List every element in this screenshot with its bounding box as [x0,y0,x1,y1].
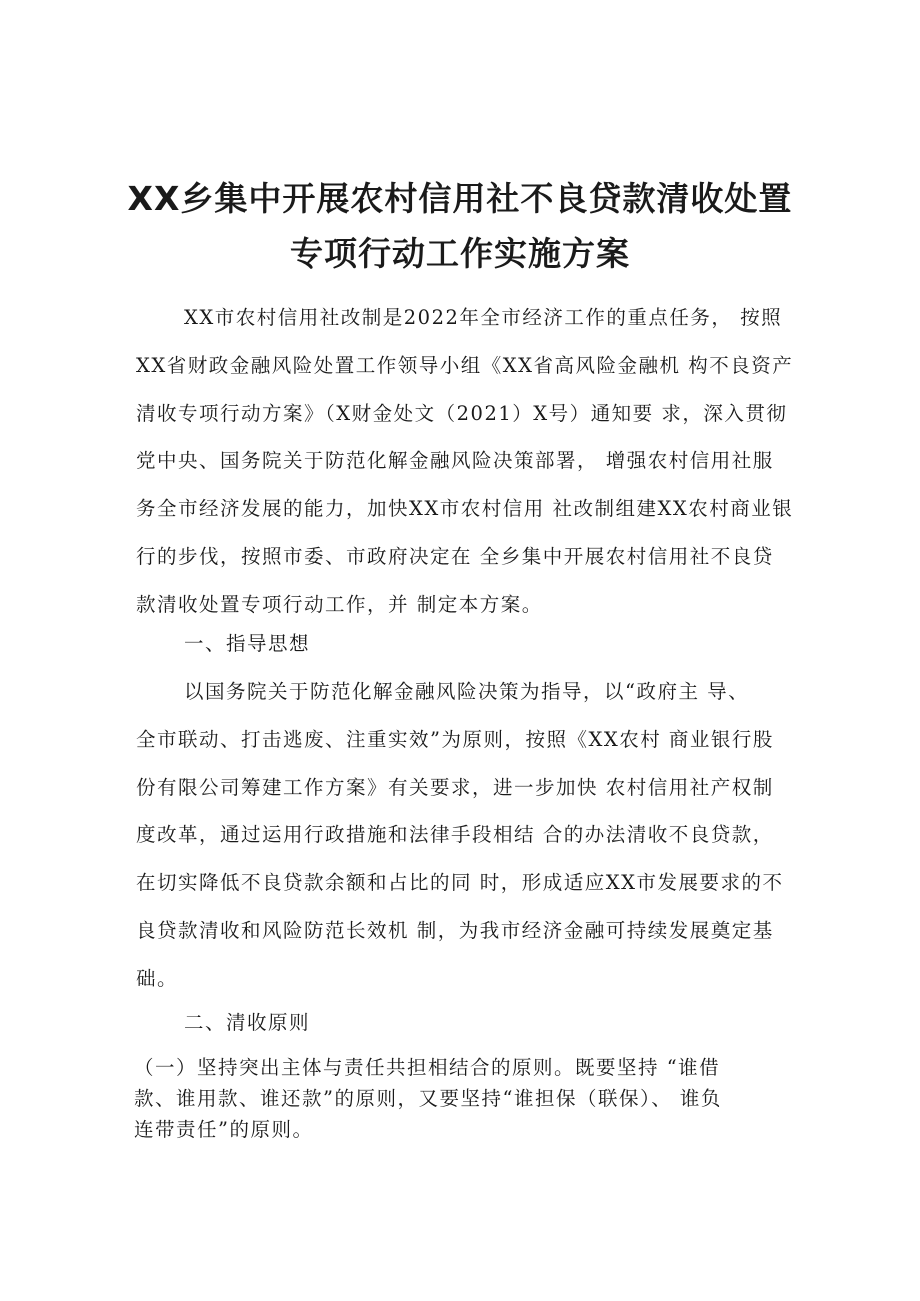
paragraph-line: 份有限公司筹建工作方案》有关要求，进一步加快 农村信用社产权制 [136,775,774,799]
paragraph-line: 连带责任”的原则。 [134,1118,314,1141]
section-heading: 二、清收原则 [184,1011,311,1034]
paragraph-line: XX市农村信用社改制是2022年全市经济工作的重点任务， 按照 [184,306,783,329]
principle-paragraph [134,1052,794,1145]
paragraph-line: 党中央、国务院关于防范化解金融风险决策部署， 增强农村信用社服 [136,449,774,473]
paragraph-line: 以国务院关于防范化解金融风险决策为指导，以“政府主 导、 [184,680,750,703]
paragraph-line: 础。 [136,966,179,990]
paragraph-line: XX省财政金融风险处置工作领导小组《XX省高风险金融机 构不良资产 [136,353,794,377]
paragraph-line: 款清收处置专项行动工作，并 制定本方案。 [136,592,543,616]
paragraph-line: 良贷款清收和风险防范长效机 制，为我市经济金融可持续发展奠定基 [136,918,774,942]
guiding-ideology-paragraph [136,668,796,1003]
paragraph-line: 度改革，通过运用行政措施和法律手段相结 合的办法清收不良贷款， [136,823,774,847]
paragraph-line: 务全市经济发展的能力，加快XX市农村信用 社改制组建XX农村商业银 [136,497,794,521]
paragraph-line: （一）坚持突出主体与责任共担相结合的原则。既要坚持 “谁借 [134,1056,721,1079]
paragraph-line: 在切实降低不良贷款余额和占比的同 时，形成适应XX市发展要求的不 [136,871,784,895]
section-heading-collection-principles [136,999,796,1047]
paragraph-line: 行的步伐，按照市委、市政府决定在 全乡集中开展农村信用社不良贷 [136,544,774,568]
paragraph-line: 清收专项行动方案》（X财金处文（2021）X号）通知要 求，深入贯彻 [136,401,788,425]
paragraph-line: 全市联动、打击逃废、注重实效”为原则，按照《XX农村 商业银行股 [136,727,774,751]
document-title-line-1: XX乡集中开展农村信用社不良贷款清收处置 [127,179,793,218]
document-title-line-2: 专项行动工作实施方案 [290,234,630,273]
section-heading: 一、指导思想 [184,632,311,655]
paragraph-line: 款、谁用款、谁还款”的原则，又要坚持“谁担保（联保）、 谁负 [134,1087,722,1110]
section-heading-guiding-ideology [136,620,796,668]
intro-paragraph [136,294,796,629]
